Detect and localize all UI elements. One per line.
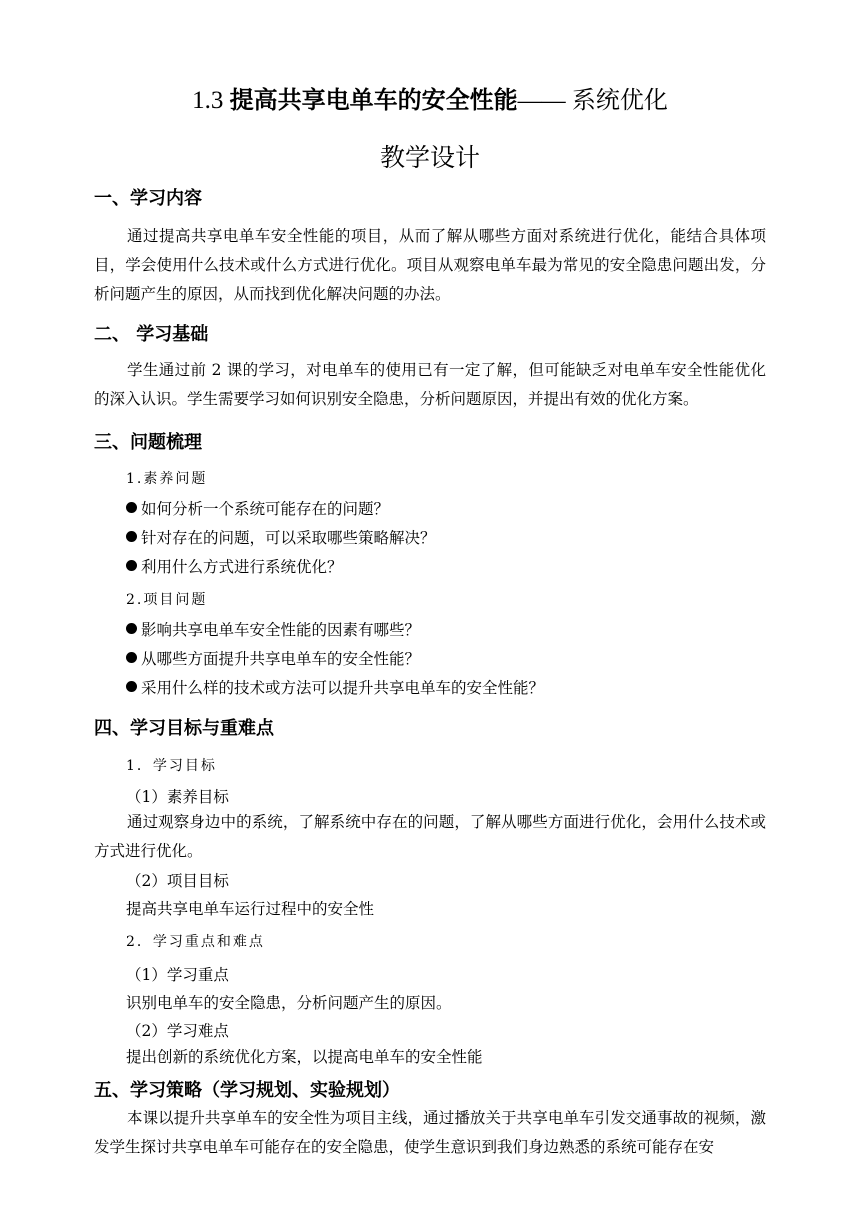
section-heading-learning-content: 一、学习内容 bbox=[94, 188, 202, 209]
difficult-point-text: 提出创新的系统优化方案，以提高电单车的安全性能 bbox=[126, 1048, 483, 1066]
learning-basis-paragraph: 学生通过前 2 课的学习，对电单车的使用已有一定了解，但可能缺乏对电单车安全性能优化的深入认识。学生需要学习如何识别安全隐患，分析问题原因，并提出有效的优化方案。 bbox=[94, 361, 766, 408]
project-questions-label: 2.项目问题 bbox=[126, 592, 208, 608]
literacy-objective-text: 通过观察身边中的系统，了解系统中存在的问题，了解从哪些方面进行优化，会用什么技术或方式进行优化。 bbox=[94, 813, 766, 860]
literacy-objective-label: （1）素养目标 bbox=[126, 788, 229, 806]
bullet-icon bbox=[126, 560, 137, 571]
learning-strategy-paragraph: 本课以提升共享单车的安全性为项目主线，通过播放关于共享电单车引发交通事故的视频，激发学生探讨共享电单车可能存在的安全隐患，使学生意识到我们身边熟悉的系统可能存在安 bbox=[94, 1109, 766, 1156]
bullet-icon bbox=[126, 623, 137, 634]
section-heading-learning-strategy: 五、学习策略（学习规划、实验规划） bbox=[94, 1080, 400, 1101]
list-item: 如何分析一个系统可能存在的问题？ bbox=[126, 497, 389, 519]
learning-objectives-label: 1．学习目标 bbox=[126, 758, 217, 774]
list-item: 影响共享电单车安全性能的因素有哪些？ bbox=[126, 618, 420, 640]
section-heading-learning-basis: 二、 学习基础 bbox=[94, 324, 209, 345]
literacy-questions-label: 1.素养问题 bbox=[126, 471, 208, 487]
bullet-icon bbox=[126, 681, 137, 692]
list-item: 利用什么方式进行系统优化？ bbox=[126, 555, 343, 577]
bullet-icon bbox=[126, 652, 137, 663]
title-sub: 系统优化 bbox=[571, 86, 668, 114]
list-item: 针对存在的问题，可以采取哪些策略解决？ bbox=[126, 526, 436, 548]
title-main: 提高共享电单车的安全性能 bbox=[229, 86, 518, 114]
title-number: 1.3 bbox=[192, 87, 224, 114]
bullet-icon bbox=[126, 531, 137, 542]
project-objective-label: （2）项目目标 bbox=[126, 872, 229, 890]
section-heading-problem-sorting: 三、问题梳理 bbox=[94, 432, 202, 453]
section-heading-objectives: 四、学习目标与重难点 bbox=[94, 718, 274, 739]
bullet-icon bbox=[126, 502, 137, 513]
document-subtitle: 教学设计 bbox=[379, 143, 480, 172]
key-difficult-points-label: 2．学习重点和难点 bbox=[126, 934, 265, 950]
list-item: 从哪些方面提升共享电单车的安全性能？ bbox=[126, 647, 420, 669]
document-title bbox=[0, 80, 860, 115]
key-point-label: （1）学习重点 bbox=[126, 966, 229, 984]
learning-content-paragraph: 通过提高共享电单车安全性能的项目，从而了解从哪些方面对系统进行优化，能结合具体项目，学会使用什么技术或什么方式进行优化。项目从观察电单车最为常见的安全隐患问题出发，分析问题产生的原因，从而找到优化解决问题的办法。 bbox=[94, 227, 766, 303]
difficult-point-label: （2）学习难点 bbox=[126, 1022, 229, 1040]
project-objective-text: 提高共享电单车运行过程中的安全性 bbox=[126, 900, 375, 918]
key-point-text: 识别电单车的安全隐患，分析问题产生的原因。 bbox=[126, 994, 452, 1012]
list-item: 采用什么样的技术或方法可以提升共享电单车的安全性能？ bbox=[126, 676, 544, 698]
title-dash: —— bbox=[517, 88, 566, 114]
